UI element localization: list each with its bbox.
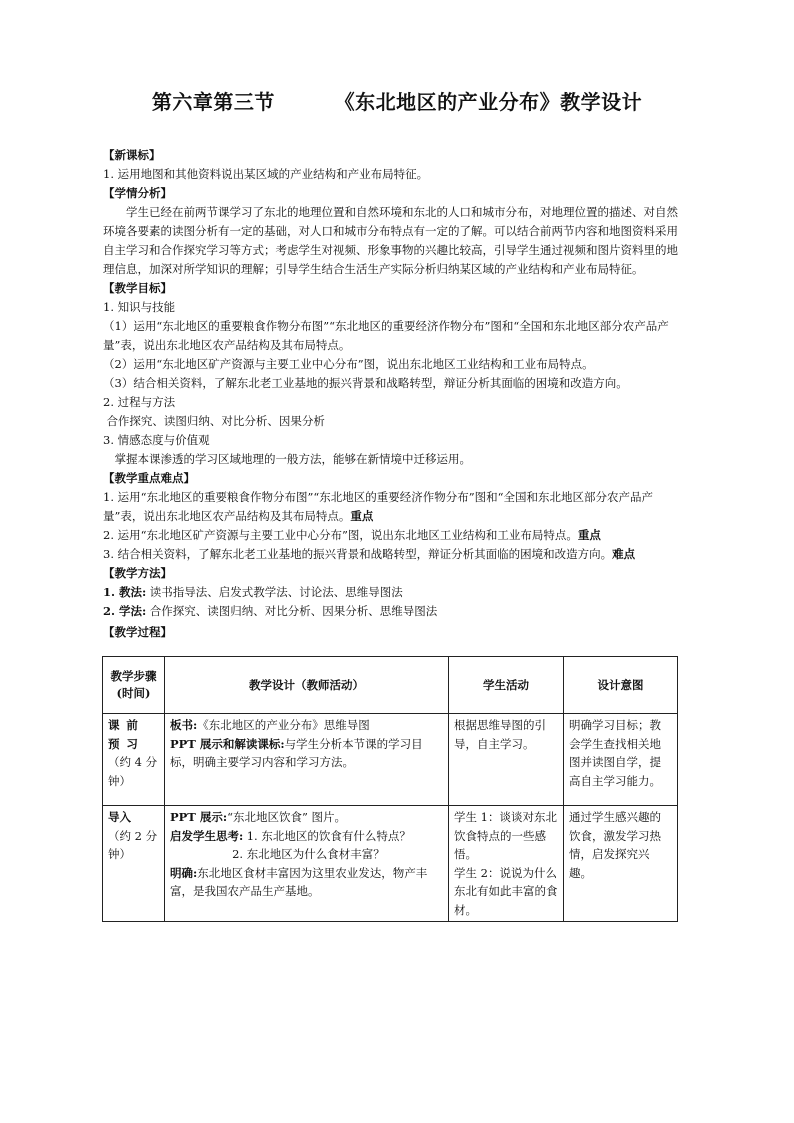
- goal3-text: 掌握本课渗透的学习区域地理的一般方法，能够在新情境中迁移运用。: [114, 452, 471, 466]
- header-intent: 设计意图: [564, 657, 678, 714]
- curriculum-text: 1. 运用地图和其他资料说出某区域的产业结构和产业布局特征。: [103, 167, 429, 181]
- table-header-row: [103, 657, 678, 714]
- row1-ppt-label: PPT 展示和解读课标:: [170, 736, 285, 751]
- row1-board-text: 《东北地区的产业分布》思维导图: [197, 718, 370, 732]
- goal2-title: 2. 过程与方法: [103, 395, 176, 409]
- key2-text: 2. 运用“东北地区矿产资源与主要工业中心分布”图，说出东北地区工业结构和工业布局特点。: [103, 528, 578, 542]
- goal1-item2: （2）运用“东北地区矿产资源与主要工业中心分布”图，说出东北地区工业结构和工业布局特点。: [103, 357, 594, 371]
- row2-step-cell: [103, 806, 165, 922]
- row1-design-cell: [165, 714, 449, 806]
- goal1-item1: （1）运用“东北地区的重要粮食作物分布图”“东北地区的重要经济作物分布”图和“全国和东北地区部分农产品产量”表，说出东北地区农产品结构及其布局特点。: [103, 319, 669, 352]
- goal1-item3: （3）结合相关资料，了解东北老工业基地的振兴背景和战略转型，辩证分析其面临的困境和改造方向。: [103, 376, 628, 390]
- row1-ppt-text: 与学生分析本节课的学习目标，明确主要学习内容和学习方法。: [170, 736, 423, 769]
- method2: [103, 602, 681, 621]
- method2-text: 合作探究、读图归纳、对比分析、因果分析、思维导图法: [149, 604, 438, 618]
- row1-intent-cell: 明确学习目标；教会学生查找相关地图并读图自学，提高自主学习能力。: [564, 714, 678, 806]
- header-student: 学生活动: [449, 657, 564, 714]
- methods-heading: 【教学方法】: [103, 566, 172, 580]
- row2-ppt-text: “东北地区饮食” 图片。: [227, 810, 347, 824]
- row1-step-cell: [103, 714, 165, 806]
- key-item3: [103, 545, 681, 564]
- row2-ppt-label: PPT 展示:: [170, 810, 228, 824]
- row1-student-cell: 根据思维导图的引导，自主学习。: [449, 714, 564, 806]
- curriculum-heading: 【新课标】: [103, 148, 161, 162]
- row2-q2: 2. 东北地区为什么食材丰富？: [232, 847, 385, 861]
- row1-board: [170, 716, 443, 735]
- table-row: [103, 714, 678, 806]
- analysis-heading: 【学情分析】: [103, 186, 172, 200]
- row2-clarify: [170, 864, 443, 901]
- goals-heading: 【教学目标】: [103, 281, 172, 295]
- analysis-text: 学生已经在前两节课学习了东北的地理位置和自然环境和东北的人口和城市分布，对地理位置的描述、对自然环境各要素的读图分析有一定的基础，对人口和城市分布特点有一定的了解。可以结合前两节内容和地图资料采用自主学习和合作探究学习等方式；考虑学生对视频、形象事物的兴趣比较高，引导学生通过视频和图片资料里的地理信息，加深对所学知识的理解；引导学生结合生活生产实际分析归纳某区域的产业结构和产业布局特征。: [103, 205, 678, 276]
- row2-student2: 学生 2：说说为什么东北有如此丰富的食材。: [454, 865, 558, 917]
- row2-clarify-text: 东北地区食材丰富因为这里农业发达，物产丰富，是我国农产品生产基地。: [170, 865, 428, 898]
- key-item1: [103, 488, 681, 526]
- row2-ppt: [170, 808, 443, 827]
- key1-tag: 重点: [350, 509, 374, 523]
- goal3-title: 3. 情感态度与价值观: [103, 433, 210, 447]
- row1-ppt: [170, 735, 443, 772]
- row2-clarify-label: 明确:: [170, 865, 198, 880]
- row2-time: （约 2 分钟）: [108, 828, 158, 861]
- row1-step: 课前预习: [108, 718, 145, 751]
- key1-text: 1. 运用“东北地区的重要粮食作物分布图”“东北地区的重要经济作物分布”图和“全国和东北地区部分农产品产量”表，说出东北地区农产品结构及其布局特点。: [103, 490, 654, 523]
- row2-think-label: 启发学生思考:: [170, 828, 244, 843]
- goal2-text: 合作探究、读图归纳、对比分析、因果分析: [106, 414, 325, 428]
- row2-intent-cell: 通过学生感兴趣的饮食，激发学习热情，启发探究兴趣。: [564, 806, 678, 922]
- method2-label: 2. 学法:: [103, 604, 147, 618]
- row1-board-label: 板书:: [170, 718, 198, 732]
- header-step: 教学步骤(时间): [103, 657, 165, 714]
- process-table: [102, 656, 678, 922]
- document-body: [103, 146, 681, 642]
- header-design: 教学设计（教师活动）: [165, 657, 449, 714]
- key-heading: 【教学重点难点】: [103, 471, 195, 485]
- row2-step: 导入: [108, 810, 131, 824]
- row2-q1: 1. 东北地区的饮食有什么特点？: [246, 828, 411, 843]
- key3-tag: 难点: [612, 547, 636, 561]
- row2-student1: 学生 1：谈谈对东北饮食特点的一些感悟。: [454, 810, 557, 861]
- method1-text: 读书指导法、启发式教学法、讨论法、思维导图法: [149, 585, 403, 599]
- key-item2: [103, 526, 681, 545]
- row2-student-cell: [449, 806, 564, 922]
- process-heading: 【教学过程】: [103, 625, 172, 639]
- row2-think: [170, 827, 443, 846]
- key2-tag: 重点: [577, 528, 601, 542]
- table-row: [103, 806, 678, 922]
- row1-time: （约 4 分钟）: [108, 755, 158, 788]
- method1-label: 1. 教法:: [103, 585, 147, 599]
- row2-design-cell: [165, 806, 449, 922]
- page-title: 第六章第三节 《东北地区的产业分布》教学设计: [151, 90, 643, 114]
- key3-text: 3. 结合相关资料，了解东北老工业基地的振兴背景和战略转型，辩证分析其面临的困境和改造方向。: [103, 547, 613, 561]
- goal1-title: 1. 知识与技能: [103, 300, 176, 314]
- method1: [103, 583, 681, 602]
